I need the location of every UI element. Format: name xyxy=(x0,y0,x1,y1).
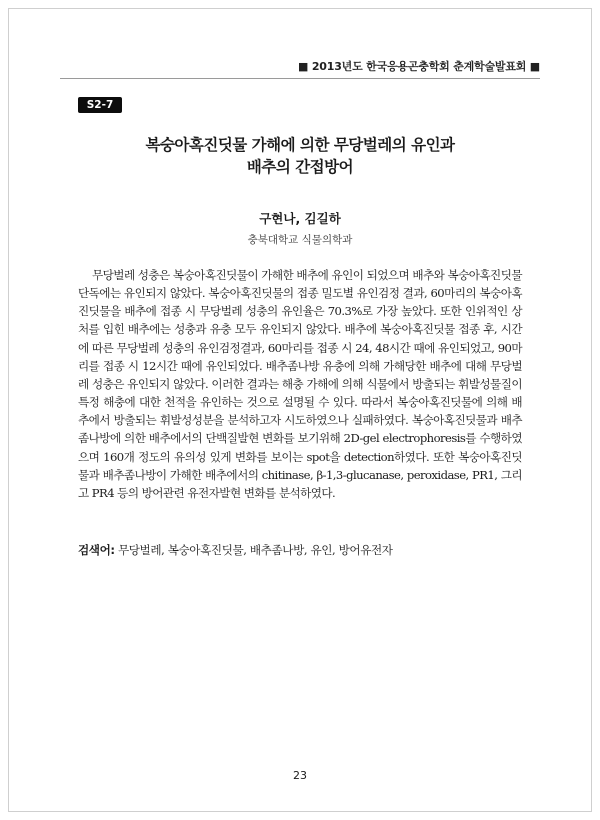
session-badge: S2-7 xyxy=(78,97,122,113)
page-number: 23 xyxy=(293,769,307,782)
keywords xyxy=(78,542,522,558)
conference-header: ■ 2013년도 한국응용곤충학회 춘계학술발표회 ■ xyxy=(60,58,540,79)
title-line-1: 복숭아혹진딧물 가해에 의한 무당벌레의 유인과 xyxy=(145,136,455,154)
keywords-text: 무당벌레, 복숭아혹진딧물, 배추좀나방, 유인, 방어유전자 xyxy=(117,543,393,557)
keywords-label: 검색어: xyxy=(78,543,115,557)
title-line-2: 배추의 간접방어 xyxy=(246,158,354,176)
affiliation: 충북대학교 식물의학과 xyxy=(247,234,353,246)
abstract-body: 무당벌레 성충은 복숭아혹진딧물이 가해한 배추에 유인이 되었으며 배추와 복숭아혹진딧물 단독에는 유인되지 않았다. 복숭아혹진딧물의 접종 밀도별 유인검정 결과, 60마리의 복숭아혹진딧물을 배추에 접종 시 무당벌레 성충의 유인율은 70.3%로 가장 높았다. 또한 인위적인 상처를 입힌 배추에는 성충과 유충 모두 유인되지 않았다. 배추에 복숭아혹진딧물 접종 후, 시간에 따른 무당벌레 성충의 유인검정결과, 60마리를 접종 시 24, 48시간 때에 유인되었고, 90마리를 접종 시 12시간 때에 유인되었다. 배추좀나방 유충에 의해 가해당한 배추에 대해 무당벌레 성충은 유인되지 않았다. 이러한 결과는 해충 가해에 의해 식물에서 방출되는 휘발성물질이 특정 해충에 대한 천적을 유인하는 것으로 설명될 수 있다. 따라서 복숭아혹진딧물에 의해 배추에서 방출되는 휘발성성분을 분석하고자 시도하였으나 실패하였다. 복숭아혹진딧물과 배추좀나방에 의한 배추에서의 단백질발현 변화를 보기위해 2D-gel electrophoresis를 수행하였으며 160개 정도의 유의성 있게 변화를 보이는 spot을 detection하였다. 또한 복숭아혹진딧물과 배추좀나방이 가해한 배추에서의 chitinase, β-1,3-glucanase, peroxidase, PR1, 그리고 PR4 등의 방어관련 유전자발현 변화를 분석하였다. xyxy=(78,268,522,500)
authors: 구현나, 김길하 xyxy=(259,211,341,226)
paper-title xyxy=(70,134,530,178)
